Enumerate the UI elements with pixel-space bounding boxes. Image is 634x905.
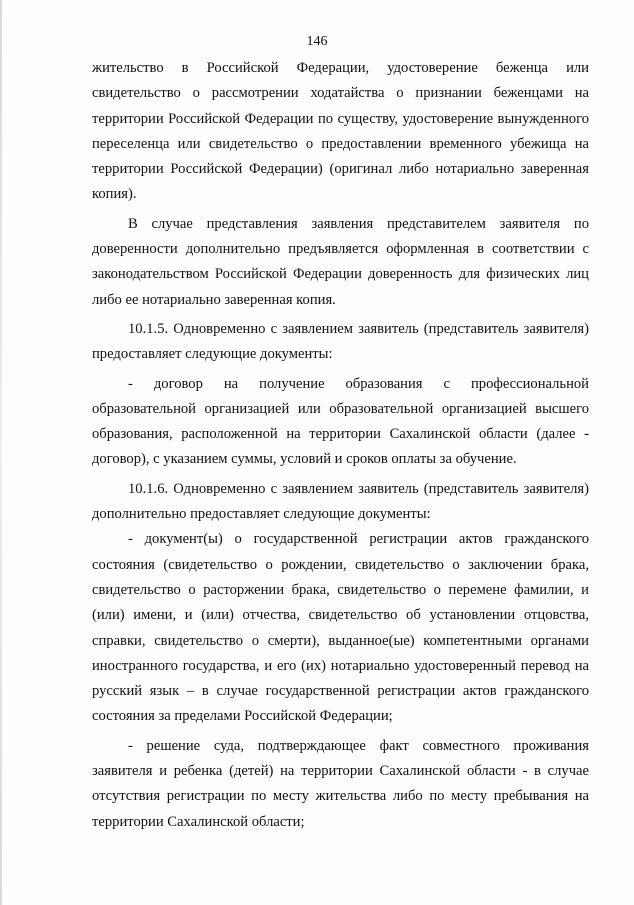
paragraph-clause-10-1-5: 10.1.5. Одновременно с заявлением заявитель (представитель заявителя) предоставляет следующие документы: xyxy=(92,320,589,363)
paragraph-civil-status-documents: - документ(ы) о государственной регистрации актов гражданского состояния (свидетельство о рождении, свидетельство о заключении брака, свидетельство о расторжении брака, свидетельство о перемене фамилии, и (или) имени, и (или) отчества, свидетельство об установлении отцовства, справки, свидетельство о смерти), выданное(ые) компетентными органами иностранного государства, и его (их) нотариально удостоверенный перевод на русский язык – в случае государственной регистрации актов гражданского состояния за пределами Российской Федерации; xyxy=(92,531,589,725)
paragraph-court-decision: - решение суда, подтверждающее факт совместного проживания заявителя и ребенка (детей) на территории Сахалинской области - в случае отсутствия регистрации по месту жительства либо по месту пребывания на территории Сахалинской области; xyxy=(92,737,589,830)
paragraph-representative: В случае представления заявления представителем заявителя по доверенности дополнительно предъявляется оформленная в соответствии с законодательством Российской Федерации доверенность для физических лиц либо ее нотариально заверенная копия. xyxy=(92,215,589,308)
paragraph-continuation: жительство в Российской Федерации, удостоверение беженца или свидетельство о рассмотрении ходатайства о признании беженцами на территории Российской Федерации по существу, удостоверение вынужденного переселенца или свидетельство о предоставлении временного убежища на территории Российской Федерации) (оригинал либо нотариально заверенная копия). xyxy=(92,60,589,203)
paragraph-education-contract: - договор на получение образования с профессиональной образовательной организацией или образовательной организацией высшего образования, расположенной на территории Сахалинской области (далее - договор), с указанием суммы, условий и сроков оплаты за обучение. xyxy=(92,375,589,468)
paragraph-clause-10-1-6: 10.1.6. Одновременно с заявлением заявитель (представитель заявителя) дополнительно предоставляет следующие документы: xyxy=(92,480,589,523)
document-body xyxy=(92,56,589,835)
page-number: 146 xyxy=(306,34,328,49)
scan-edge-shadow xyxy=(0,0,2,905)
